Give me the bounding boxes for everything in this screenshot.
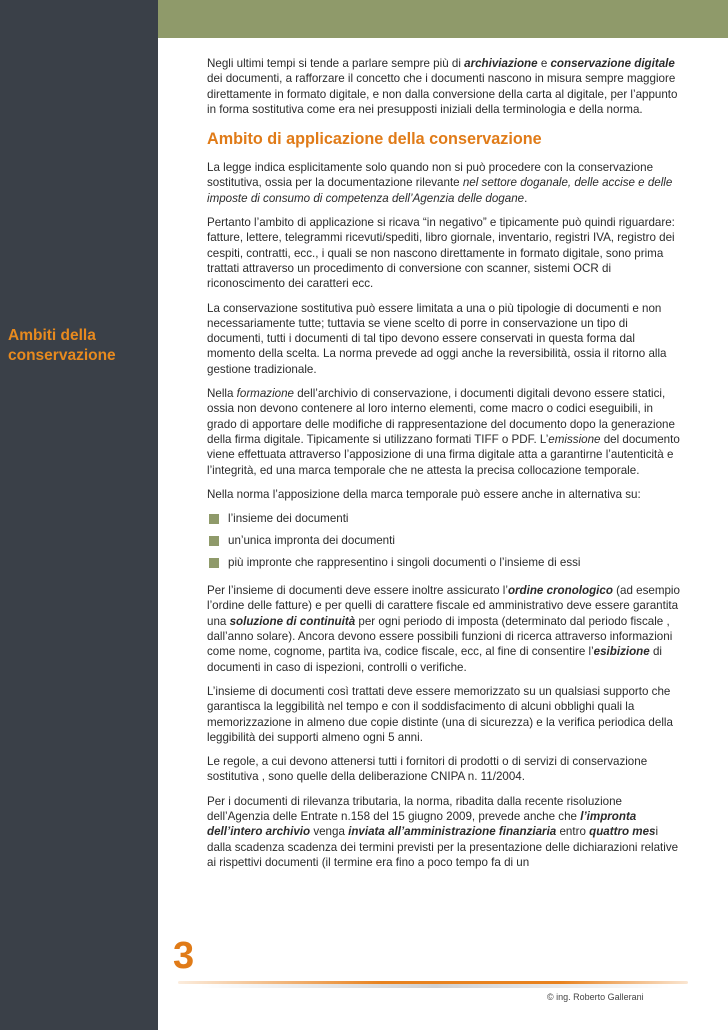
paragraph-timestamp: Nella norma l’apposizione della marca temporale può essere anche in alternativa su: <box>207 487 641 501</box>
text-run: per ogni periodo di imposta (determinato dal periodo fiscale , dall’anno solare). Ancora devono essere possibili funzioni di ricerca attraverso informazioni come nome, cognome, partita iva, codice fiscale, ecc, al fine di consentire l’ <box>207 614 673 659</box>
text-run: dell’archivio di conservazione, i documenti digitali devono essere statici, ossia non devono contenere al loro interno elementi, come macro o codici eseguibili, in grado di apportare delle modifiche di rappresentazione del documento dopo la generazione della firma digitale. Tipicamente si utilizzano formati TIFF o PDF. L’ <box>207 387 675 446</box>
paragraph-rules: Le regole, a cui devono attenersi tutti i fornitori di prodotti o di servizi di conservazione sostitutiva , sono quelle della deliberazione CNIPA n. 11/2004. <box>207 755 648 784</box>
text-run: Negli ultimi tempi si tende a parlare sempre più di <box>207 57 465 70</box>
list-item <box>207 511 682 533</box>
emphasis-text: inviata all’amministrazione finanziaria <box>348 825 557 839</box>
top-color-bar <box>158 0 728 38</box>
section-title <box>8 326 156 366</box>
text-run: dei documenti, a rafforzare il concetto che i documenti nascono in misura sempre maggiore direttamente in formato digitale, e non dalla conversione della carta al digitale, per l’appunto in forma sostitutiva come era nei presupposti iniziali della terminologia e della norma. <box>207 72 678 116</box>
text-run: Per l’insieme di documenti deve essere inoltre assicurato l’ <box>207 584 508 598</box>
square-bullet-icon <box>209 536 219 546</box>
emphasis-text: quattro mes <box>589 825 656 839</box>
emphasis-text: formazione <box>236 387 295 401</box>
text-run: del documento viene effettuata attraverso l’apposizione di una firma digitale atta a garantirne l’autenticità e l’integrità, ed una marca temporale che ne attesta la precisa collocazione temporale. <box>207 432 680 477</box>
left-sidebar <box>0 0 158 1030</box>
text-run: i dalla scadenza scadenza dei termini previsti per la presentazione delle dichiarazioni relative ai rispettivi documenti (il termine era fino a poco tempo fa di un <box>207 825 679 869</box>
list-item <box>207 533 682 555</box>
emphasis-text: archiviazione <box>464 57 538 70</box>
paragraph-scope: Pertanto l’ambito di applicazione si ricava “in negativo” e tipicamente può quindi riguardare: fatture, lettere, telegrammi ricevuti/spediti, libro giornale, inventario, registri IVA, registro dei cespiti, contratti, ecc., i quali se non nascono direttamente in formato digitale, sono prima trattati attraverso un procedimento di conversione con scanner, sistemi OCR di riconoscimento dei caratteri ecc. <box>207 216 675 291</box>
page-number: 3 <box>173 935 195 977</box>
bullet-list <box>207 511 682 577</box>
section-title-line1: Ambiti della <box>8 327 96 344</box>
copyright-text: © ing. Roberto Gallerani <box>547 992 644 1002</box>
paragraph-limits: La conservazione sostitutiva può essere limitata a una o più tipologie di documenti e non necessariamente tutte; tuttavia se viene scelto di porre in conservazione un tipo di documenti, tutti i documenti di tal tipo devono essere conservati in questa forma dal momento della scelta. La norma prevede ad oggi anche la reversibilità, ossia il ritorno alla gestione tradizionale. <box>207 301 667 376</box>
emphasis-text: conservazione digitale <box>550 57 675 70</box>
list-item-text: un’unica impronta dei documenti <box>228 534 395 548</box>
text-run: entro <box>556 825 590 839</box>
footer-divider-shadow <box>200 984 670 988</box>
emphasis-text: nel settore doganale, delle accise e delle imposte di consumo di competenza dell’Agenzia delle dogane <box>207 176 673 205</box>
emphasis-text: l’impronta dell’intero archivio <box>207 809 637 839</box>
main-content <box>207 56 682 879</box>
section-heading: Ambito di applicazione della conservazione <box>207 130 542 149</box>
emphasis-text: ordine cronologico <box>507 584 613 598</box>
text-run: Nella <box>207 387 237 401</box>
text-run: e <box>537 57 551 70</box>
section-title-line2: conservazione <box>8 347 116 364</box>
emphasis-text: soluzione di continuità <box>229 614 356 628</box>
paragraph-intro <box>207 56 682 117</box>
square-bullet-icon <box>209 558 219 568</box>
list-item <box>207 555 682 577</box>
text-run: venga <box>310 825 349 839</box>
text-run: La legge indica esplicitamente solo quando non si può procedere con la conservazione sostitutiva, ossia per la documentazione rilevante <box>207 161 654 190</box>
list-item-text: l’insieme dei documenti <box>228 512 349 526</box>
square-bullet-icon <box>209 514 219 524</box>
text-run: . <box>524 191 528 205</box>
text-run: (ad esempio l’ordine delle fatture) e per quelli di carattere fiscale ed amministrativo deve essere garantita una <box>207 584 680 628</box>
emphasis-text: esibizione <box>593 645 650 659</box>
paragraph-law <box>207 160 682 206</box>
paragraph-tax <box>207 794 682 870</box>
paragraph-storage: L’insieme di documenti così trattati deve essere memorizzato su un qualsiasi supporto che garantisca la leggibilità nel tempo e con il soddisfacimento di alcuni obblighi quali la memorizzazione in almeno due copie distinte (una di sicurezza) e la verifica periodica della leggibilità dei supporti almeno ogni 5 anni. <box>207 684 673 744</box>
paragraph-formation <box>207 386 682 478</box>
paragraph-order <box>207 583 682 675</box>
text-run: Per i documenti di rilevanza tributaria, la norma, ribadita dalla recente risoluzione dell’Agenzia delle Entrate n.158 del 15 giugno 2009, prevede anche che <box>207 794 623 823</box>
text-run: di documenti in caso di ispezioni, controlli o verifiche. <box>207 645 662 674</box>
emphasis-text: emissione <box>548 432 601 446</box>
list-item-text: più impronte che rappresentino i singoli documenti o l’insieme di essi <box>228 556 581 570</box>
